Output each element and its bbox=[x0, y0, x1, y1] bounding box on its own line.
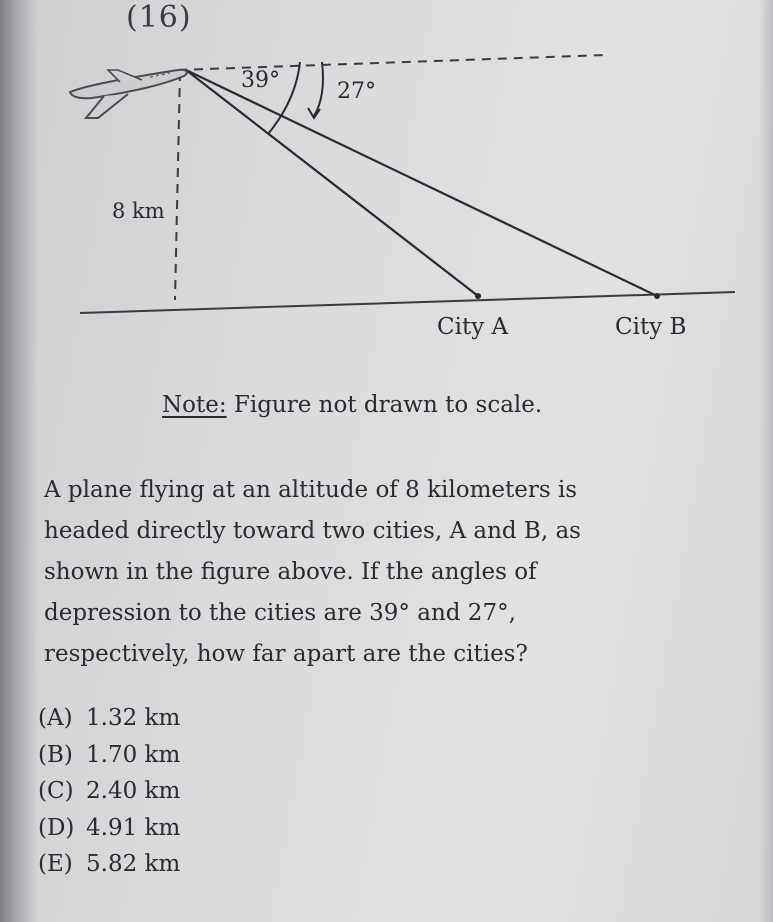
sight-line-city-b bbox=[186, 70, 657, 296]
choice-value: 4.91 km bbox=[86, 814, 181, 841]
city-b-point bbox=[654, 293, 660, 299]
angle-label-27: 27° bbox=[337, 79, 376, 104]
question-line: shown in the figure above. If the angles of bbox=[44, 559, 537, 585]
answer-choices bbox=[38, 700, 180, 883]
choice-letter: (E) bbox=[38, 851, 73, 877]
angle-of-depression-figure bbox=[0, 0, 773, 360]
airplane-icon bbox=[70, 70, 187, 118]
sight-line-city-a bbox=[186, 70, 478, 296]
choice-value: 1.70 km bbox=[86, 741, 181, 768]
altitude-line bbox=[175, 72, 180, 300]
choice-a[interactable] bbox=[38, 700, 180, 737]
angle-label-39: 39° bbox=[241, 68, 280, 93]
question-line: headed directly toward two cities, A and B, as bbox=[44, 518, 581, 544]
angle-arc-27 bbox=[314, 62, 323, 116]
problem-number: (16) bbox=[126, 0, 192, 35]
choice-d[interactable] bbox=[38, 810, 180, 847]
question-line: respectively, how far apart are the cities? bbox=[44, 641, 528, 667]
choice-value: 1.32 km bbox=[86, 705, 181, 731]
choice-letter: (D) bbox=[38, 814, 75, 841]
figure-note bbox=[162, 392, 542, 418]
choice-value: 2.40 km bbox=[86, 778, 181, 804]
note-text: Figure not drawn to scale. bbox=[233, 392, 543, 418]
choice-e[interactable] bbox=[38, 846, 180, 883]
altitude-label: 8 km bbox=[112, 199, 165, 223]
choice-letter: (C) bbox=[38, 778, 74, 804]
note-label: Note: bbox=[162, 392, 227, 418]
city-b-label: City B bbox=[615, 314, 687, 340]
city-a-point bbox=[475, 293, 481, 299]
choice-value: 5.82 km bbox=[86, 851, 181, 877]
choice-c[interactable] bbox=[38, 773, 180, 810]
question-line: A plane flying at an altitude of 8 kilometers is bbox=[44, 477, 578, 503]
choice-letter: (B) bbox=[38, 741, 73, 768]
city-a-label: City A bbox=[437, 314, 509, 340]
ground-line bbox=[80, 292, 735, 313]
question-line: depression to the cities are 39° and 27°, bbox=[44, 600, 516, 626]
question-text bbox=[44, 470, 744, 675]
choice-letter: (A) bbox=[38, 705, 73, 731]
choice-b[interactable] bbox=[38, 737, 180, 774]
